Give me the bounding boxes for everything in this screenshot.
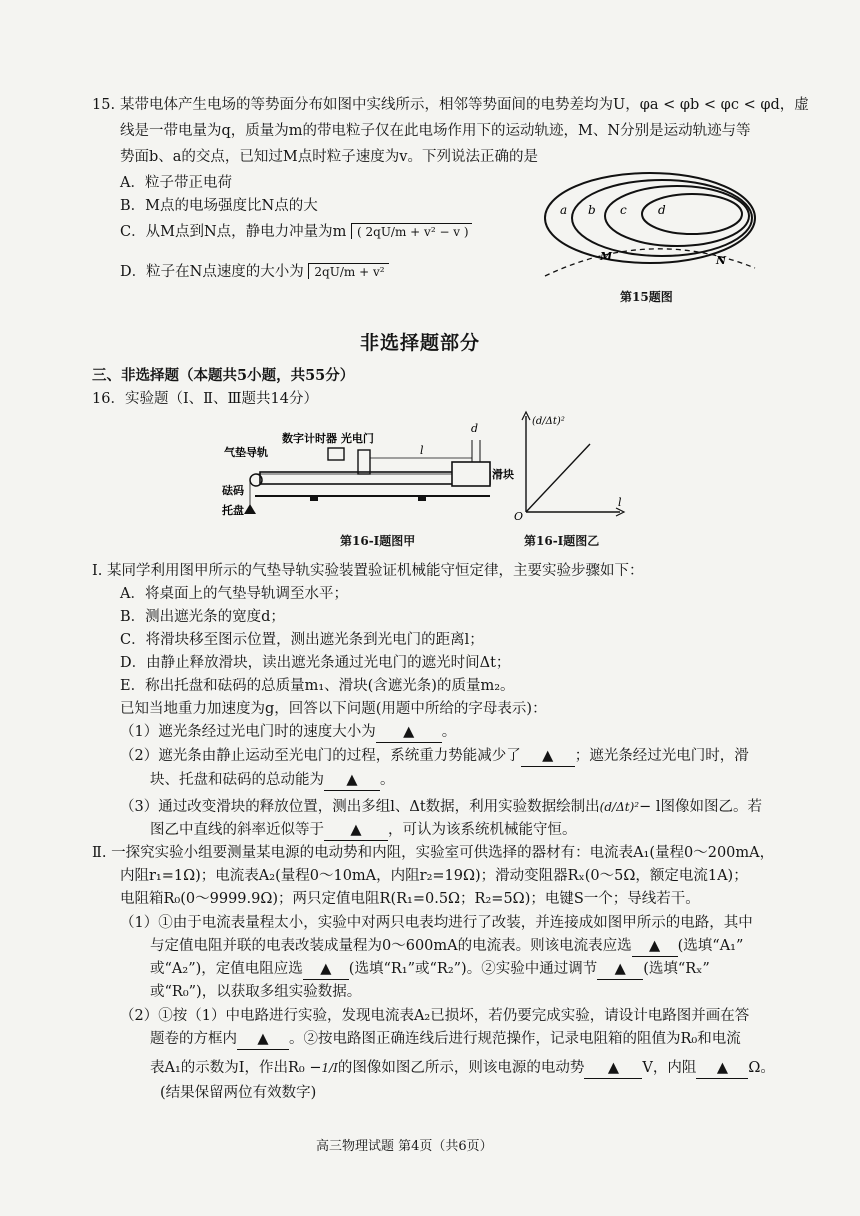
slider-block (452, 462, 490, 486)
part-i-q2-line2: 块、托盘和砝码的总动能为 ▲ 。 (150, 770, 395, 791)
section-title: 非选择题部分 (360, 332, 481, 354)
part-ii-p1-line1: （1）①由于电流表量程太小，实验中对两只电表均进行了改装，并连接成如图甲所示的电路，其中 (120, 915, 753, 931)
p2-fraction: 1/I (321, 1061, 338, 1075)
digital-timer (328, 448, 344, 460)
label-c: c (620, 203, 627, 217)
part-ii-line2: 内阻r₁=1Ω)；电流表A₂(量程0～10mA，内阻r₂=19Ω)；滑动变阻器Rₓ(0～5Ω，额定电流1A)； (120, 868, 748, 884)
part-ii-p1-line3: 或“A₂”)，定值电阻应选 ▲ (选填“R₁”或“R₂”)。②实验中通过调节 ▲ (选填“Rₓ” (150, 959, 710, 980)
q15-figure-caption: 第15题图 (620, 290, 673, 304)
part-i-step-c: C．将滑块移至图示位置，测出遮光条到光电门的距离l； (120, 632, 484, 648)
part-ii-p2-line2: 题卷的方框内 ▲ 。②按电路图正确连线后进行规范操作，记录电阻箱的阻值为R₀和电流 (150, 1029, 741, 1050)
answer-blank: ▲ (597, 959, 643, 980)
q15-equipotential-figure (540, 168, 770, 290)
part-i-step-e: E．称出托盘和砝码的总质量m₁、滑块(含遮光条)的质量m₂。 (120, 678, 515, 694)
label-d: d (471, 422, 479, 435)
part-i-q3: （3）通过改变滑块的释放位置，测出多组l、Δt数据，利用实验数据绘制出(d/Δt)²− l图像如图乙。若 (120, 799, 762, 815)
part-ii-p2-line1: （2）①按（1）中电路进行实验，发现电流表A₂已损坏，若仍要完成实验，请设计电路图并画在答 (120, 1008, 750, 1024)
foot-right (418, 496, 426, 501)
q16-graph-figure (510, 410, 630, 520)
label-weights: 砝码 (222, 484, 244, 497)
part-i-step-b: B．测出遮光条的宽度d； (120, 609, 285, 625)
part-ii-line1: Ⅱ. 一探究实验小组要测量某电源的电动势和内阻，实验室可供选择的器材有：电流表A₁(量程0～200mA， (92, 845, 775, 861)
q15-option-d-formula: 2qU/m + v² (308, 263, 388, 279)
answer-blank: ▲ (324, 770, 380, 791)
answer-blank: ▲ (237, 1029, 289, 1050)
label-l: l (420, 444, 424, 457)
q15-stem-line2: 线是一带电量为q，质量为m的带电粒子仅在此电场作用下的运动轨迹，M、N分别是运动轨迹与等 (120, 123, 751, 139)
q15-option-c-formula: ( 2qU/m + v² − v ) (351, 223, 472, 239)
q15-option-c (120, 222, 472, 242)
graph-origin-label: O (514, 510, 524, 520)
part-i-q3-line2: 图乙中直线的斜率近似等于 ▲ ，可认为该系统机械能守恒。 (150, 820, 577, 841)
q15-stem-line3: 势面b、a的交点，已知过M点时粒子速度为v。下列说法正确的是 (120, 149, 538, 165)
label-timer-gate: 数字计时器 光电门 (282, 432, 374, 445)
q15-option-c-text: C．从M点到N点，静电力冲量为m (120, 224, 347, 240)
q15-option-d-text: D．粒子在N点速度的大小为 (120, 264, 304, 280)
part-i-intro: Ⅰ. 某同学利用图甲所示的气垫导轨实验装置验证机械能守恒定律，主要实验步骤如下： (92, 563, 644, 579)
label-m: M (600, 250, 613, 263)
answer-blank: ▲ (584, 1058, 642, 1079)
q15-number: 15. (92, 97, 116, 113)
graph-x-label: l (618, 496, 622, 509)
part-ii-line3: 电阻箱R₀(0～9999.9Ω)；两只定值电阻R(R₁=0.5Ω；R₂=5Ω)；电键S一个；导线若干。 (120, 891, 700, 907)
foot-left (310, 496, 318, 501)
q15-option-a: A．粒子带正电荷 (120, 175, 232, 191)
part-i-q2: （2）遮光条由静止运动至光电门的过程，系统重力势能减少了 ▲ ；遮光条经过光电门时，滑 (120, 746, 749, 767)
label-d: d (658, 203, 666, 217)
q16-fig-b-caption: 第16-Ⅰ题图乙 (524, 534, 600, 548)
label-n: N (716, 254, 727, 267)
q16-apparatus-figure (220, 418, 520, 530)
q15-stem-line1: 某带电体产生电场的等势面分布如图中实线所示，相邻等势面间的电势差均为U，φa < φb < φc < φd，虚 (120, 97, 809, 113)
part-ii-p2-line3: 表A₁的示数为I，作出R₀ −1/I的图像如图乙所示，则该电源的电动势 ▲ V，内阻 ▲ Ω。 (150, 1058, 775, 1079)
label-b: b (588, 203, 596, 217)
part-i-q1: （1）遮光条经过光电门时的速度大小为 ▲ 。 (120, 722, 456, 743)
q16-header: 16．实验题（Ⅰ、Ⅱ、Ⅲ题共14分） (92, 391, 318, 407)
label-slider: 滑块 (492, 468, 514, 481)
answer-blank: ▲ (696, 1058, 748, 1079)
graph-line (526, 444, 590, 512)
part-i-given: 已知当地重力加速度为g，回答以下问题(用题中所给的字母表示)： (120, 701, 547, 717)
equipotential-d (642, 194, 742, 234)
answer-blank: ▲ (324, 820, 388, 841)
q15-option-b: B．M点的电场强度比N点的大 (120, 198, 318, 214)
part-ii-p1-line4: 或“R₀”)，以获取多组实验数据。 (150, 984, 362, 1000)
label-a: a (560, 203, 568, 217)
weight-tray (244, 504, 256, 514)
q3-fraction: (d/Δt)² (599, 800, 640, 814)
part-ii-note: (结果保留两位有效数字) (160, 1085, 317, 1101)
answer-blank: ▲ (376, 722, 442, 743)
part3-heading: 三、非选择题（本题共5小题，共55分） (92, 367, 355, 384)
label-rail: 气垫导轨 (224, 446, 268, 459)
part-i-step-a: A．将桌面上的气垫导轨调至水平； (120, 586, 348, 602)
graph-y-label: (d/Δt)² (532, 416, 565, 427)
answer-blank: ▲ (303, 959, 349, 980)
answer-blank: ▲ (632, 936, 678, 957)
q15-option-d (120, 262, 389, 282)
photogate (358, 450, 370, 474)
q16-fig-a-caption: 第16-Ⅰ题图甲 (340, 534, 416, 548)
part-i-step-d: D．由静止释放滑块，读出遮光条通过光电门的遮光时间Δt； (120, 655, 511, 671)
part-ii-p1-line2: 与定值电阻并联的电表改装成量程为0～600mA的电流表。则该电流表应选 ▲ (选填“A₁” (150, 936, 743, 957)
page-footer: 高三物理试题 第4页（共6页） (316, 1139, 493, 1154)
answer-blank: ▲ (521, 746, 575, 767)
label-tray: 托盘 (222, 504, 244, 517)
